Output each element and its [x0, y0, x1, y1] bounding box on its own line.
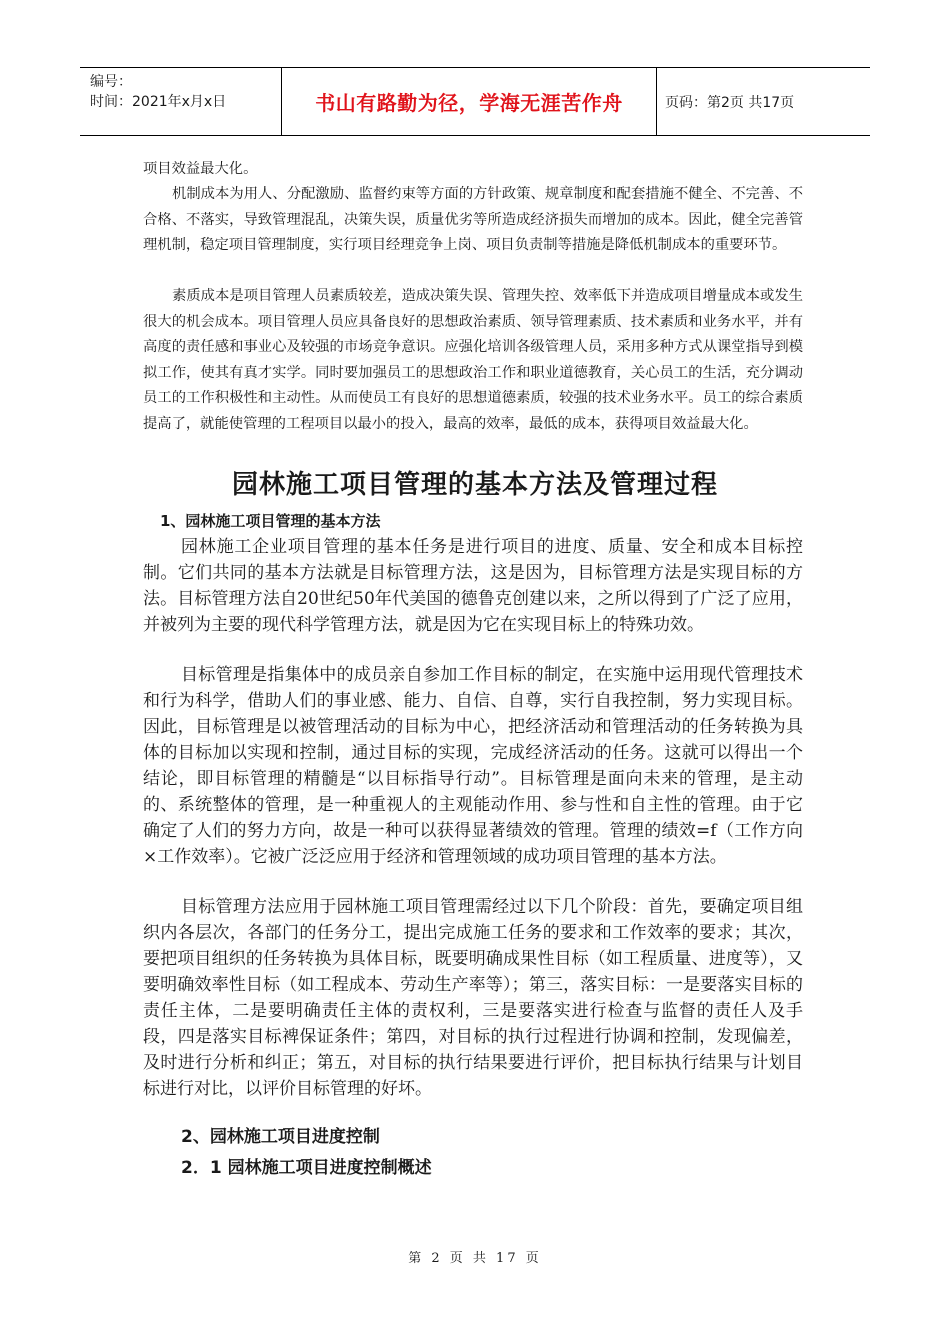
paragraph: 项目效益最大化。: [143, 161, 258, 177]
section-title: 园林施工项目管理的基本方法及管理过程: [231, 470, 718, 500]
section-heading: 2、园林施工项目进度控制: [181, 1127, 380, 1147]
doc-number-label: 编号：: [90, 74, 132, 90]
paragraph: 目标管理方法应用于园林施工项目管理需经过以下几个阶段：首先，要确定项目组织内各层次，各部门的任务分工，提出完成施工任务的要求和工作效率的要求；其次，要把项目组织的任务转换为具体目标，既要明确成果性目标（如工程质量、进度等），又要明确效率性目标（如工程成本、劳动生产率等）；第三，落实目标：一是要落实目标的责任主体，二是要明确责任主体的责权利，三是要落实进行检查与监督的责任人及手段，四是落实目标裨保证条件；第四，对目标的执行过程进行协调和控制，发现偏差，及时进行分析和纠正；第五，对目标的执行结果要进行评价，把目标执行结果与计划目标进行对比，以评价目标管理的好坏。: [143, 897, 803, 1099]
subsection-heading: 2．1 园林施工项目进度控制概述: [181, 1158, 432, 1178]
header-meta: [80, 68, 282, 135]
paragraph: 园林施工企业项目管理的基本任务是进行项目的进度、质量、安全和成本目标控制。它们共同的基本方法就是目标管理方法，这是因为，目标管理方法是实现目标的方法。目标管理方法自20世纪50年代美国的德鲁克创建以来，之所以得到了广泛了应用，并被列为主要的现代科学管理方法，就是因为它在实现目标上的特殊功效。: [143, 537, 803, 635]
page-header: [80, 67, 870, 136]
header-motto: 书山有路勤为径，学海无涯苦作舟: [282, 68, 657, 135]
header-page-info: 页码：第2页 共17页: [665, 94, 795, 111]
paragraph: 机制成本为用人、分配激励、监督约束等方面的方针政策、规章制度和配套措施不健全、不完善、不合格、不落实，导致管理混乱，决策失误，质量优劣等所造成经济损失而增加的成本。因此，健全完善管理机制，稳定项目管理制度，实行项目经理竞争上岗、项目负责制等措施是降低机制成本的重要环节。: [143, 186, 803, 253]
paragraph: 目标管理是指集体中的成员亲自参加工作目标的制定，在实施中运用现代管理技术和行为科学，借助人们的事业感、能力、自信、自尊，实行自我控制，努力实现目标。因此，目标管理是以被管理活动的目标为中心，把经济活动和管理活动的任务转换为具体的目标加以实现和控制，通过目标的实现，完成经济活动的任务。这就可以得出一个结论，即目标管理的精髓是“以目标指导行动”。目标管理是面向未来的管理，是主动的、系统整体的管理，是一种重视人的主观能动作用、参与性和自主性的管理。由于它确定了人们的努力方向，故是一种可以获得显著绩效的管理。管理的绩效=f（工作方向×工作效率）。它被广泛泛应用于经济和管理领域的成功项目管理的基本方法。: [143, 665, 803, 867]
page-footer: 第 2 页 共 17 页: [408, 1251, 542, 1266]
section-heading: 1、园林施工项目管理的基本方法: [160, 512, 381, 530]
paragraph: 素质成本是项目管理人员素质较差，造成决策失误、管理失控、效率低下并造成项目增量成本或发生很大的机会成本。项目管理人员应具备良好的思想政治素质、领导管理素质、技术素质和业务水平，并有高度的责任感和事业心及较强的市场竞争意识。应强化培训各级管理人员，采用多种方式从课堂指导到模拟工作，使其有真才实学。同时要加强员工的思想政治工作和职业道德教育，关心员工的生活，充分调动员工的工作积极性和主动性。从而使员工有良好的思想道德素质，较强的技术业务水平。员工的综合素质提高了，就能使管理的工程项目以最小的投入，最高的效率，最低的成本，获得项目效益最大化。: [143, 288, 803, 432]
doc-date: 时间：2021年x月x日: [90, 94, 227, 110]
